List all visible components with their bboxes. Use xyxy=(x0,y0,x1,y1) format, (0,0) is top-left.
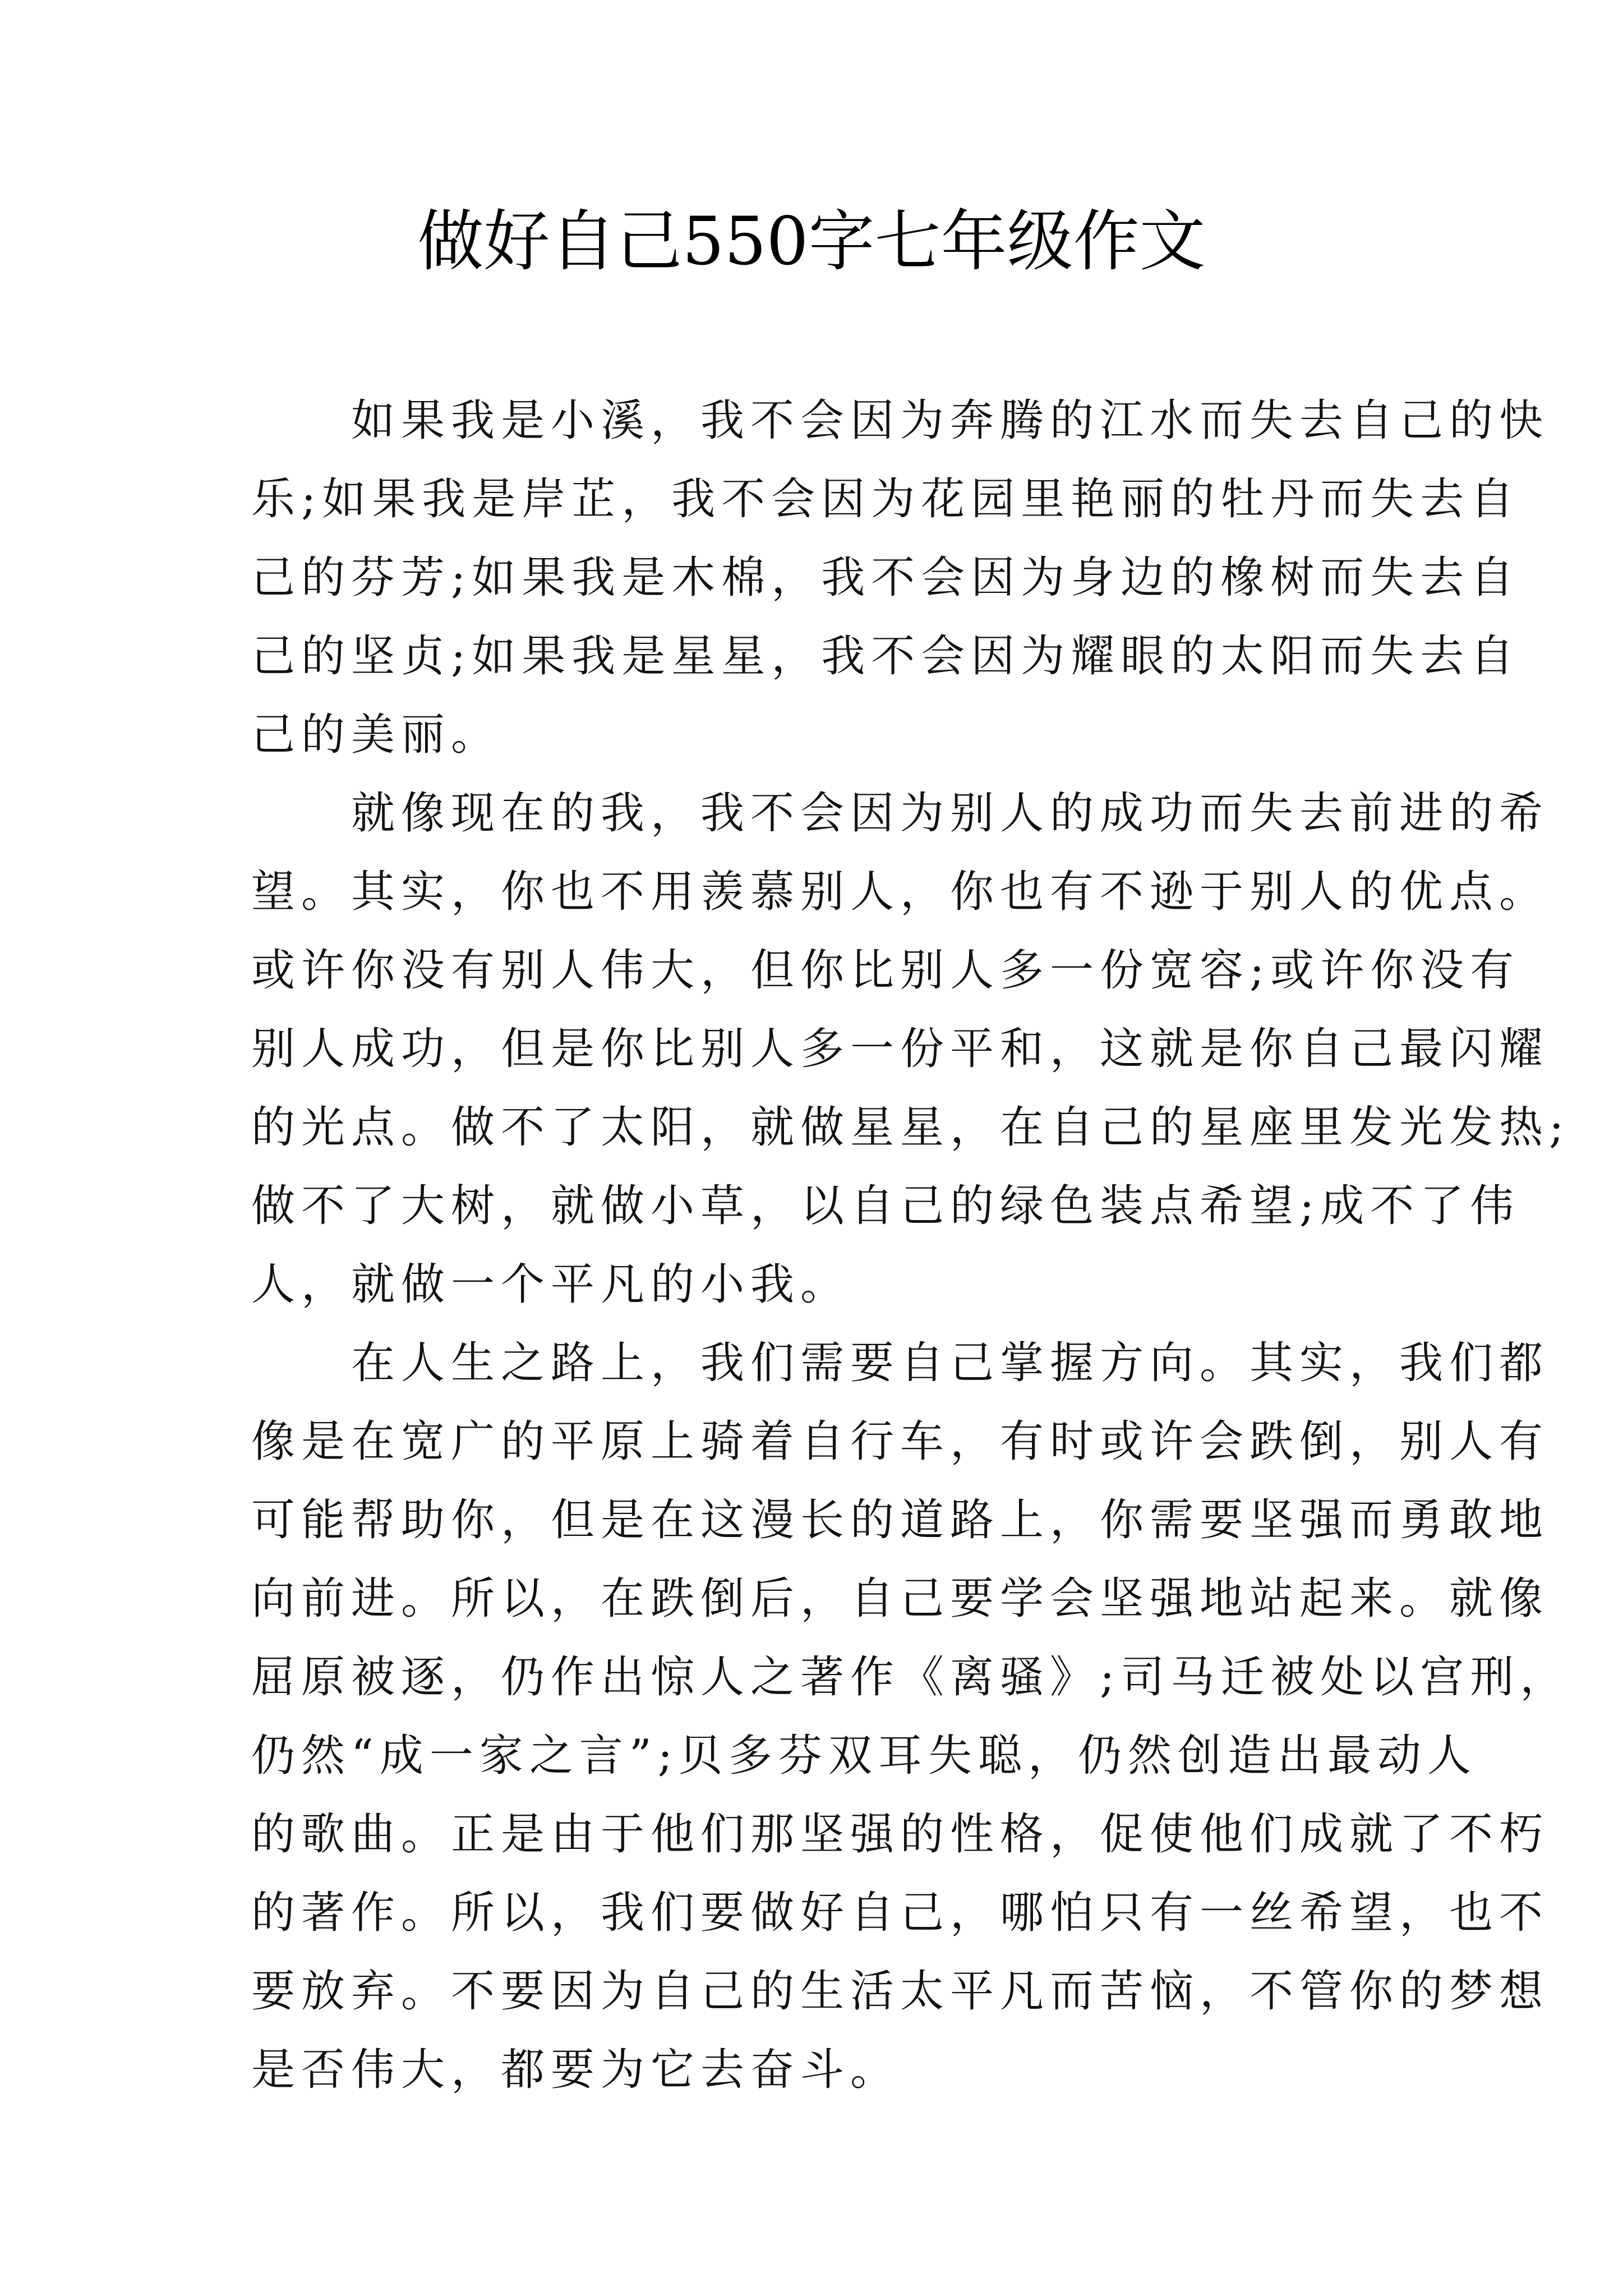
text-line: 是否伟大，都要为它去奋斗。 xyxy=(251,2045,901,2095)
text-line: 的光点。做不了太阳，就做星星，在自己的星座里发光发热; xyxy=(251,1102,1570,1153)
text-line: 做不了大树，就做小草，以自己的绿色装点希望;成不了伟 xyxy=(251,1181,1520,1231)
text-line: 可能帮助你，但是在这漫长的道路上，你需要坚强而勇敢地 xyxy=(251,1495,1550,1545)
text-line: 的歌曲。正是由于他们那坚强的性格，促使他们成就了不朽 xyxy=(251,1809,1550,1860)
paragraph-1 xyxy=(251,381,1550,774)
text-line: 的著作。所以，我们要做好自己，哪怕只有一丝希望，也不 xyxy=(251,1888,1550,1938)
text-line: 别人成功，但是你比别人多一份平和，这就是你自己最闪耀 xyxy=(251,1024,1550,1074)
document-body xyxy=(251,381,1570,2109)
text-line: 在人生之路上，我们需要自己掌握方向。其实，我们都 xyxy=(351,1338,1550,1388)
text-line: 人，就做一个平凡的小我。 xyxy=(251,1259,851,1310)
text-line: 或许你没有别人伟大，但你比别人多一份宽容;或许你没有 xyxy=(251,945,1520,996)
text-line: 屈原被逐，仍作出惊人之著作《离骚》;司马迁被处以宫刑， xyxy=(251,1652,1570,1703)
text-line: 如果我是小溪，我不会因为奔腾的江水而失去自己的快 xyxy=(351,395,1550,446)
text-line: 望。其实，你也不用羡慕别人，你也有不逊于别人的优点。 xyxy=(251,867,1550,917)
text-line: 乐;如果我是岸芷，我不会因为花园里艳丽的牡丹而失去自 xyxy=(251,474,1520,524)
paragraph-2 xyxy=(251,774,1570,1324)
text-line: 己的芬芳;如果我是木棉，我不会因为身边的橡树而失去自 xyxy=(251,553,1520,603)
text-line: 像是在宽广的平原上骑着自行车，有时或许会跌倒，别人有 xyxy=(251,1416,1550,1467)
text-line: 要放弃。不要因为自己的生活太平凡而苦恼，不管你的梦想 xyxy=(251,1966,1550,2017)
text-line: 仍然“成一家之言”;贝多芬双耳失聪，仍然创造出最动人 xyxy=(251,1731,1478,1781)
text-line: 向前进。所以，在跌倒后，自己要学会坚强地站起来。就像 xyxy=(251,1573,1550,1624)
text-line: 就像现在的我，我不会因为别人的成功而失去前进的希 xyxy=(351,788,1550,839)
document-title: 做好自己550字七年级作文 xyxy=(417,203,1206,280)
text-line: 己的美丽。 xyxy=(251,710,501,760)
paragraph-3 xyxy=(251,1324,1570,2109)
text-line: 己的坚贞;如果我是星星，我不会因为耀眼的太阳而失去自 xyxy=(251,631,1520,682)
